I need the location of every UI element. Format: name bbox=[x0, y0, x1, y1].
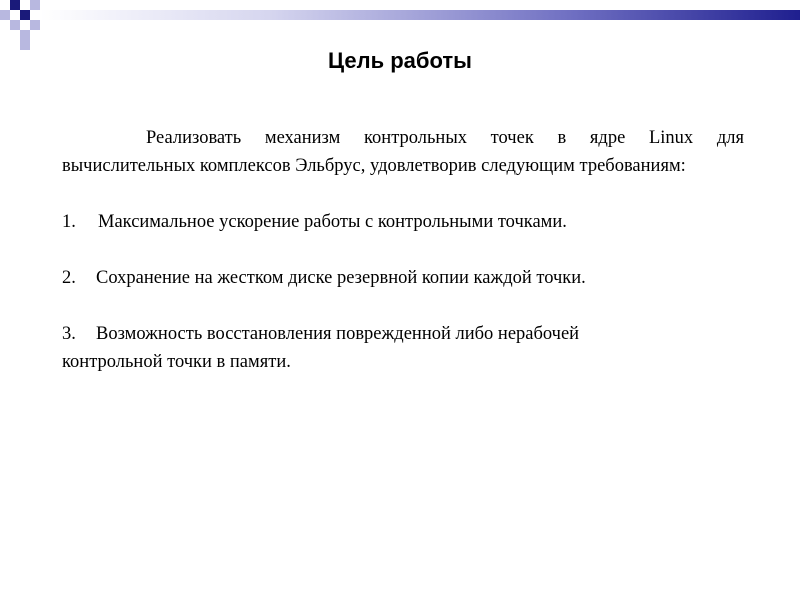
decor-square bbox=[30, 0, 40, 10]
decor-square bbox=[10, 0, 20, 10]
requirement-text: Возможность восстановления поврежденной либо нерабочей контрольной точки в памяти. bbox=[62, 324, 580, 372]
requirement-number: 1. bbox=[62, 212, 76, 232]
decor-square bbox=[30, 20, 40, 30]
decor-square bbox=[10, 20, 20, 30]
requirement-item bbox=[62, 264, 744, 292]
requirement-item bbox=[62, 320, 662, 376]
slide-body bbox=[62, 124, 744, 404]
requirement-text: Сохранение на жестком диске резервной копии каждой точки. bbox=[96, 268, 586, 288]
requirement-text: Максимальное ускорение работы с контрольными точками. bbox=[98, 212, 567, 232]
intro-paragraph: Реализовать механизм контрольных точек в ядре Linux для вычислительных комплексов Эльбрус, удовлетворив следующим требованиям: bbox=[62, 128, 744, 176]
requirement-number: 2. bbox=[62, 268, 76, 288]
slide-title: Цель работы bbox=[328, 48, 472, 73]
decor-square bbox=[20, 10, 30, 20]
header-gradient-bar bbox=[40, 10, 800, 20]
requirement-number: 3. bbox=[62, 324, 76, 344]
decor-square bbox=[0, 10, 10, 20]
requirement-item bbox=[62, 208, 744, 236]
decor-square bbox=[20, 30, 30, 40]
